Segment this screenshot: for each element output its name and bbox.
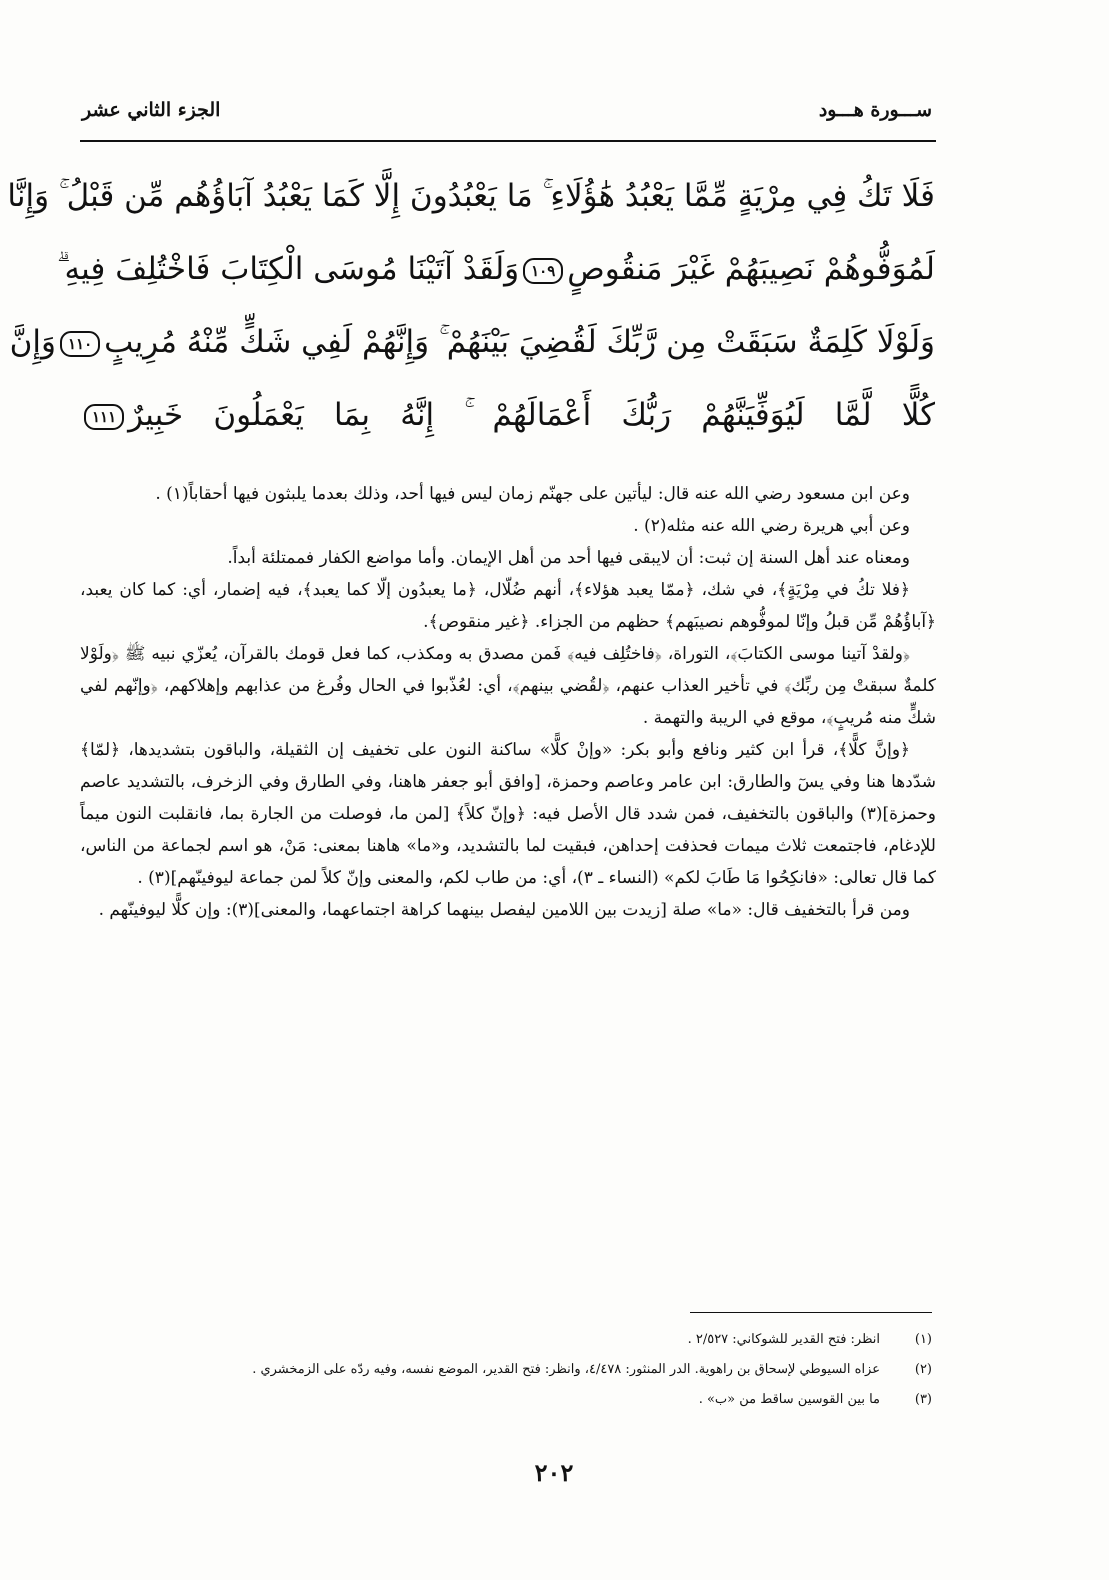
header-divider [80, 140, 936, 142]
verse-line: فَلَا تَكُ فِي مِرْيَةٍ مِّمَّا يَعْبُدُ هَٰؤُلَاءِ ۚ مَا يَعْبُدُونَ إِلَّا كَمَا يَعْبُدُ آبَاؤُهُم مِّن قَبْلُ ۚ وَإِنَّا [7, 178, 935, 214]
page-number: ٢٠٢ [534, 1458, 574, 1487]
paragraph: ومعناه عند أهل السنة إن ثبت: أن لايبقى فيها أحد من أهل الإيمان. وأما مواضع الكفار فممتلئة أبداً. [227, 548, 910, 568]
footnote [80, 1355, 932, 1385]
page-header [82, 92, 932, 128]
verse-line: كُلًّا لَّمَّا لَيُوَفِّيَنَّهُمْ رَبُّكَ أَعْمَالَهُمْ ۚ إِنَّهُ بِمَا يَعْمَلُونَ خَبِيرٌ١١١ [80, 379, 935, 452]
ayah-number-marker: ١٠٩ [523, 258, 563, 284]
paragraph: وعن ابن مسعود رضي الله عنه قال: ليأتين على جهنّم زمان ليس فيها أحد، وذلك بعدما يلبثون فيها أحقاباً(١) . [155, 484, 910, 504]
tafsir-body [80, 478, 936, 926]
footnote-text: انظر: فتح القدير للشوكاني: ٢/٥٢٧ . [687, 1332, 880, 1347]
paragraph: وعن أبي هريرة رضي الله عنه مثله(٢) . [633, 516, 910, 536]
paragraph: ﴿وإنَّ كلًّا﴾، قرأ ابن كثير ونافع وأبو بكر: «وإنْ كلًّا» ساكنة النون على تخفيف إن الثقيلة، والباقون بتشديدها، ﴿لمّا﴾ شدّدها هنا وفي يسٓ والطارق: ابن عامر وعاصم وحمزة، [وافق أبو جعفر هاهنا، وفي الطارق وفي الزخرف، بالتشديد عاصم وحمزة](٣) والباقون بالتخفيف، فمن شدد قال الأصل فيه: ﴿وإنّ كلاً﴾ [لمن ما، فوصلت من الجارة بما، فانقلبت النون ميماً للإدغام، فاجتمعت ثلاث ميمات فحذفت إحداهن، فبقيت لما بالتشديد، و«ما» هاهنا بمعنى: مَنْ، هو اسم لجماعة من الناس، كما قال تعالى: «فانكِحُوا مَا طَابَ لكم» (النساء ـ ٣)، أي: من طاب لكم، والمعنى وإنّ كلاً لمن جماعة ليوفينّهم](٣) . [80, 740, 936, 888]
paragraph: ﴿ولقدْ آتينا موسى الكتابَ﴾، التوراة، ﴿فاختُلِف فيه﴾ فَمن مصدق به ومكذب، كما فعل قومك بالقرآن، يُعزّي نبيه ﷺ ﴿ولَوْلا كلمةٌ سبقتْ مِن ربِّك﴾ في تأخير العذاب عنهم، ﴿لقُضي بينهم﴾، أي: لعُذّبوا في الحال وفُرغ من عذابهم وإهلاكهم، ﴿وإنّهم لفي شكٍّ منه مُريبٍ﴾، موقع في الريبة والتهمة . [80, 644, 936, 728]
paragraph: ومن قرأ بالتخفيف قال: «ما» صلة [زيدت بين اللامين ليفصل بينهما كراهة اجتماعهما، والمعنى](٣): وإن كلًّا ليوفينّهم . [98, 900, 910, 920]
ayah-number-marker: ١١١ [84, 404, 124, 430]
verse-line: لَمُوَفُّوهُمْ نَصِيبَهُمْ غَيْرَ مَنقُوصٍ١٠٩وَلَقَدْ آتَيْنَا مُوسَى الْكِتَابَ فَاخْتُلِفَ فِيهِ ۗ [56, 251, 935, 287]
footnote-number: (٣) [914, 1392, 932, 1407]
verse-line: وَلَوْلَا كَلِمَةٌ سَبَقَتْ مِن رَّبِّكَ لَقُضِيَ بَيْنَهُمْ ۚ وَإِنَّهُمْ لَفِي شَكٍّ مِّنْهُ مُرِيبٍ١١٠وَإِنَّ [9, 324, 935, 360]
footnote-divider [690, 1312, 932, 1313]
footnotes [80, 1325, 932, 1415]
juz-title: الجزء الثاني عشر [82, 99, 221, 121]
surah-title: ســـورة هـــود [818, 99, 932, 121]
footnote [80, 1385, 932, 1415]
footnote-text: ما بين القوسين ساقط من «ب» . [698, 1392, 880, 1407]
footnote [80, 1325, 932, 1355]
footnote-number: (٢) [914, 1362, 932, 1377]
ayah-number-marker: ١١٠ [60, 331, 100, 357]
footnote-text: عزاه السيوطي لإسحاق بن راهوية. الدر المنثور: ٤/٤٧٨، وانظر: فتح القدير، الموضع نفسه، وفيه ردّه على الزمخشري . [252, 1362, 880, 1377]
paragraph: ﴿فلا تكُ في مِرْيَةٍ﴾، في شك، ﴿ممّا يعبد هؤلاء﴾، أنهم ضُلّال، ﴿ما يعبدُون إلّا كما يعبد﴾، فيه إضمار، أي: كما كان يعبد، ﴿آباؤُهُمْ مِّن قبلُ وإنّا لموفُّوهم نصيبَهم﴾ حظهم من الجزاء. ﴿غير منقوص﴾. [80, 580, 936, 632]
footnote-number: (١) [914, 1332, 932, 1347]
quran-verses [7, 160, 935, 452]
